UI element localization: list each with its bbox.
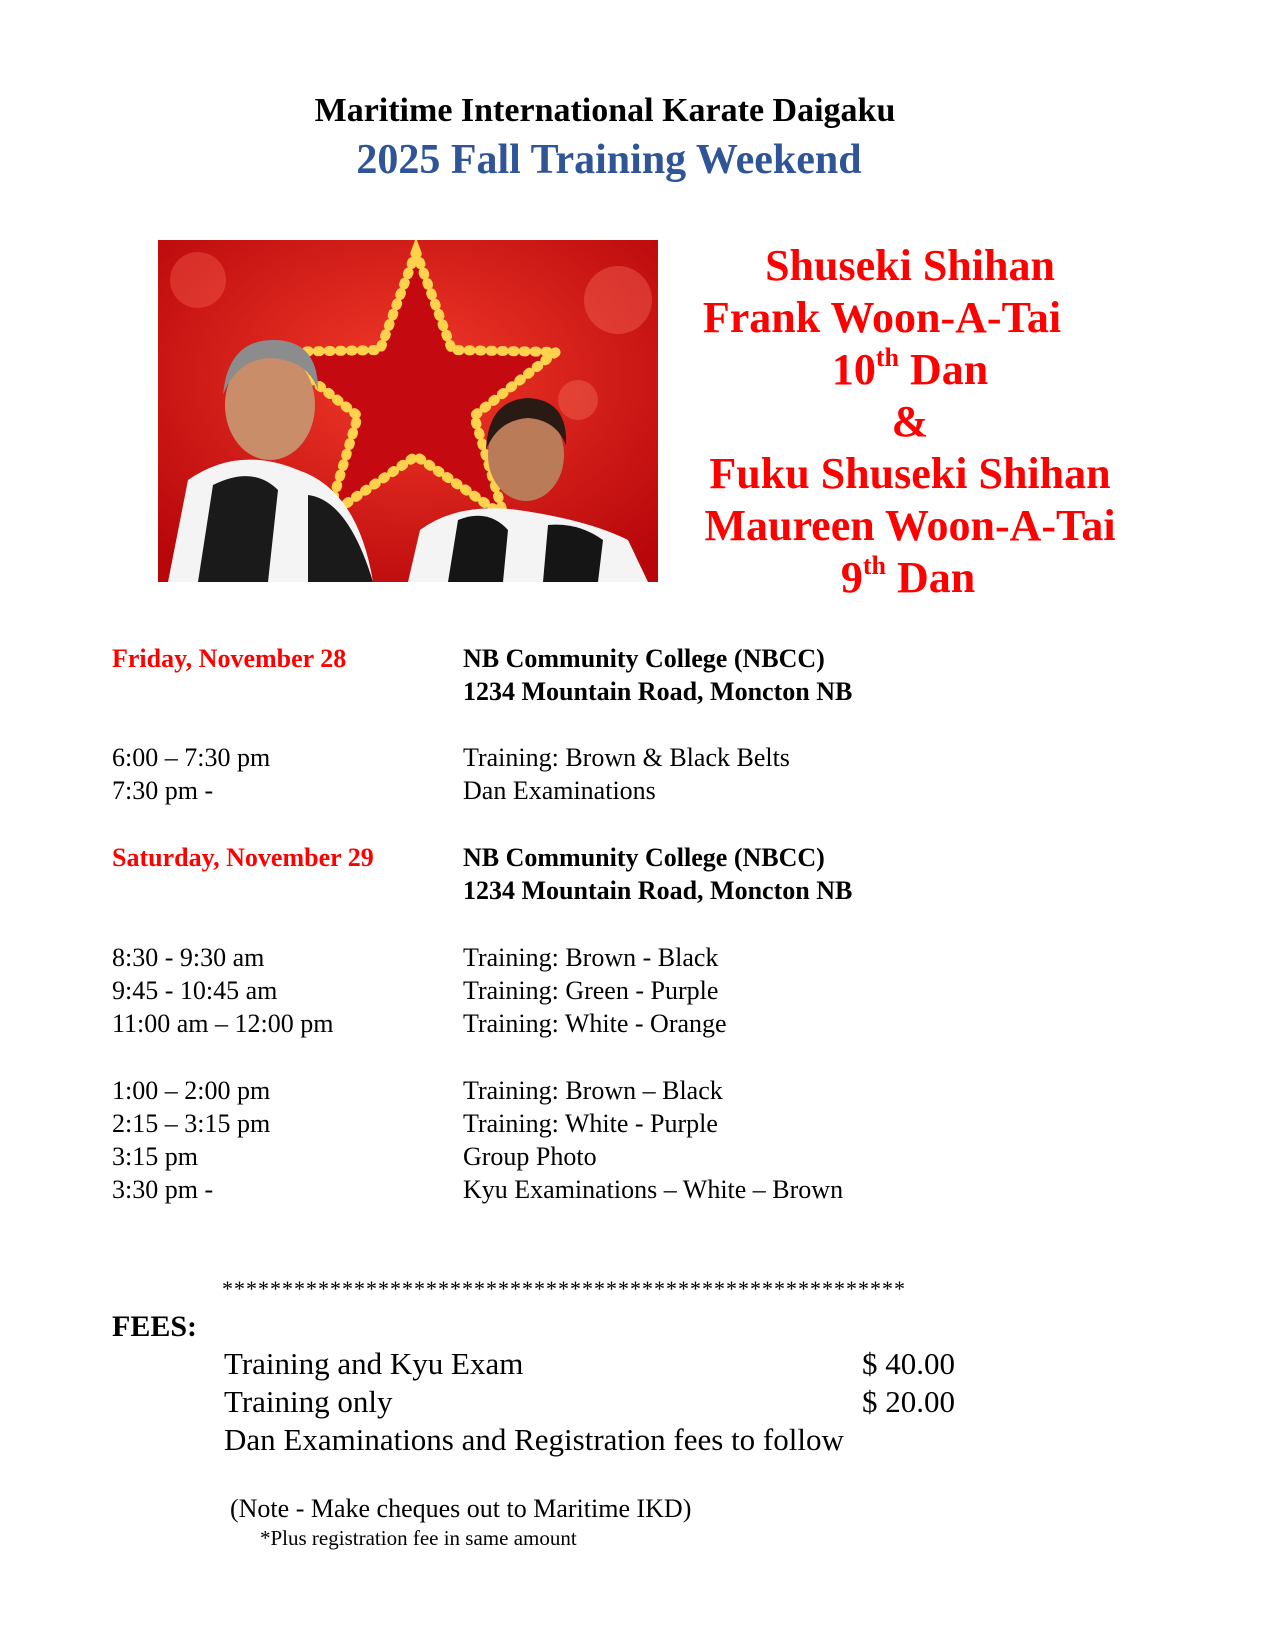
schedule-time: 3:15 pm bbox=[112, 1142, 198, 1171]
schedule-time: 8:30 - 9:30 am bbox=[112, 943, 265, 972]
friday-date: Friday, November 28 bbox=[112, 644, 347, 673]
fees-dan-note: Dan Examinations and Registration fees to follow bbox=[224, 1422, 844, 1457]
schedule-time: 6:00 – 7:30 pm bbox=[112, 743, 271, 772]
schedule-time: 2:15 – 3:15 pm bbox=[112, 1109, 271, 1138]
schedule-time: 9:45 - 10:45 am bbox=[112, 976, 278, 1005]
cheque-note: (Note - Make cheques out to Maritime IKD) bbox=[230, 1494, 692, 1523]
schedule-activity: Training: Brown – Black bbox=[463, 1076, 723, 1105]
instructor1-rank: 10th Dan bbox=[831, 343, 989, 394]
fees-heading: FEES: bbox=[112, 1310, 198, 1343]
instructor2-rank: 9th Dan bbox=[840, 551, 976, 602]
friday-venue: NB Community College (NBCC) bbox=[463, 644, 825, 673]
fee-amount: $ 40.00 bbox=[862, 1346, 955, 1381]
fee-amount: $ 20.00 bbox=[862, 1384, 955, 1419]
registration-fee-note: *Plus registration fee in same amount bbox=[260, 1526, 577, 1550]
fee-label: Training and Kyu Exam bbox=[224, 1346, 524, 1381]
schedule-activity: Group Photo bbox=[463, 1142, 597, 1171]
ampersand: & bbox=[891, 397, 929, 446]
asterisk-divider: ********************************************************* bbox=[222, 1276, 906, 1301]
schedule-activity: Training: White - Purple bbox=[463, 1109, 718, 1138]
schedule-activity: Dan Examinations bbox=[463, 776, 656, 805]
schedule-time: 7:30 pm - bbox=[112, 776, 214, 805]
friday-address: 1234 Mountain Road, Moncton NB bbox=[463, 677, 853, 706]
instructor1-title: Shuseki Shihan bbox=[765, 241, 1055, 290]
event-title: 2025 Fall Training Weekend bbox=[356, 137, 862, 183]
organization-title: Maritime International Karate Daigaku bbox=[314, 92, 896, 129]
schedule-activity: Training: Brown & Black Belts bbox=[463, 743, 790, 772]
schedule-time: 3:30 pm - bbox=[112, 1175, 214, 1204]
instructor2-name: Maureen Woon-A-Tai bbox=[704, 501, 1116, 550]
instructor1-name: Frank Woon-A-Tai bbox=[702, 293, 1062, 342]
schedule-activity: Training: Brown - Black bbox=[463, 943, 719, 972]
instructor2-title: Fuku Shuseki Shihan bbox=[709, 449, 1111, 498]
saturday-address: 1234 Mountain Road, Moncton NB bbox=[463, 876, 853, 905]
schedule-time: 11:00 am – 12:00 pm bbox=[112, 1009, 334, 1038]
schedule-activity: Training: White - Orange bbox=[463, 1009, 727, 1038]
schedule-activity: Training: Green - Purple bbox=[463, 976, 719, 1005]
fee-label: Training only bbox=[224, 1384, 393, 1419]
saturday-venue: NB Community College (NBCC) bbox=[463, 843, 825, 872]
schedule-time: 1:00 – 2:00 pm bbox=[112, 1076, 271, 1105]
instructors-photo bbox=[158, 240, 658, 582]
saturday-date: Saturday, November 29 bbox=[112, 843, 374, 872]
schedule-activity: Kyu Examinations – White – Brown bbox=[463, 1175, 844, 1204]
